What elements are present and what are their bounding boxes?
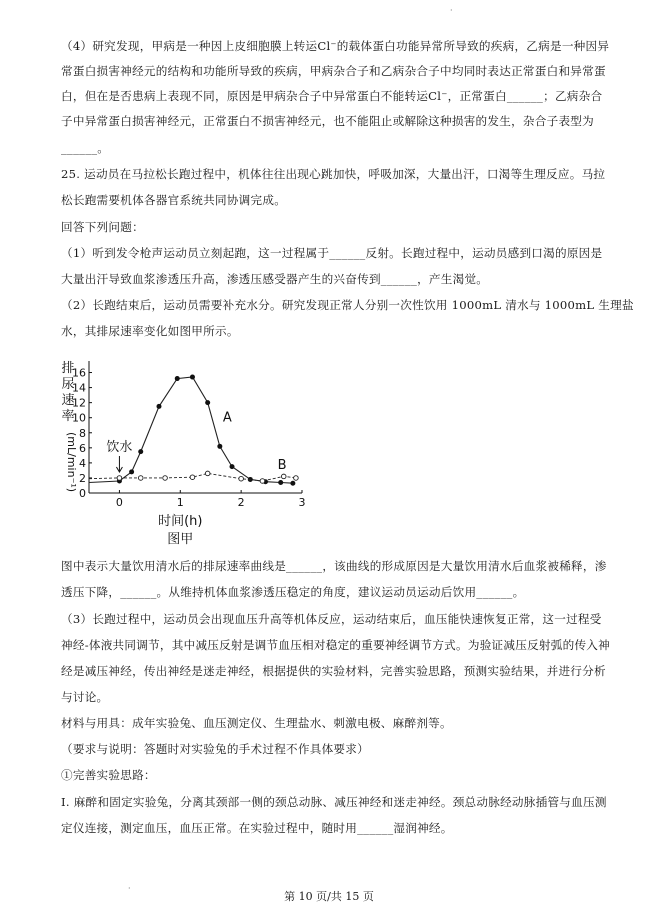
series-B-point (205, 471, 210, 476)
x-tick-label: 1 (176, 496, 184, 509)
x-tick-label: 0 (115, 496, 123, 509)
q25-3-line-1: （3）长跑过程中，运动员会出现血压升高等机体反应，运动结束后，血压能快速恢复正常，这一过程受 (61, 612, 602, 626)
series-A-point (129, 469, 134, 474)
step-heading: ①完善实验思路： (61, 768, 156, 782)
q24-4-line-4: 子中异常蛋白损害神经元，正常蛋白不损害神经元，也不能阻止或解除这种损害的发生，杂合子表型为 (61, 114, 594, 128)
page-footer: 第 10 页/共 15 页 (284, 890, 374, 903)
q25-3-line-2: 神经-体液共同调节，其中减压反射是调节血压相对稳定的重要神经调节方式。为验证减压反射弧的传入神 (61, 638, 610, 652)
series-A-point (230, 464, 235, 469)
q25-2-line-4: 透压下降，______。从维持机体血浆渗透压稳定的角度，建议运动员运动后饮用______。 (61, 585, 525, 599)
q24-4-line-3: 白，但在是否患病上表现不同，原因是甲病杂合子中异常蛋白不能转运Cl⁻，正常蛋白______；乙病杂合 (61, 89, 603, 103)
chart-axes (72, 361, 306, 509)
series-label-B: B (277, 457, 287, 473)
series-B-point (281, 474, 286, 479)
chart-series (89, 375, 298, 486)
q25-stem-line-1: 25. 运动员在马拉松长跑过程中，机体往往出现心跳加快，呼吸加深，大量出汗，口渴等生理反应。马拉 (61, 167, 606, 181)
series-B-point (138, 476, 143, 481)
series-B-point (163, 476, 168, 481)
q25-2-line-3: 图中表示大量饮用清水后的排尿速率曲线是______，该曲线的形成原因是大量饮用清水后血浆被稀释，渗 (61, 559, 607, 573)
figure-jia-chart (60, 355, 310, 547)
series-A-point (190, 375, 195, 380)
y-tick-label: 16 (72, 366, 86, 380)
step-i-line-2: 定仪连接，测定血压，血压正常。在实验过程中，随时用______湿润神经。 (61, 821, 453, 835)
q25-3-line-3: 经是减压神经，传出神经是迷走神经，根据提供的实验材料，完善实验思路，预测实验结果，并进行分析 (61, 664, 606, 678)
q25-1-line-2: 大量出汗导致血浆渗透压升高，渗透压感受器产生的兴奋传到______，产生渴觉。 (61, 272, 489, 286)
q24-4-line-5: ______。 (61, 141, 110, 155)
q24-4-line-1: （4）研究发现，甲病是一种因上皮细胞膜上转运Cl⁻的载体蛋白功能异常所导致的疾病，乙病是一种因异 (61, 39, 610, 53)
q25-3-line-4: 与讨论。 (61, 690, 109, 704)
footer-mark: · (128, 884, 131, 893)
y-axis-label-unit: (mL/min⁻¹) (65, 432, 78, 493)
chart-title: 图甲 (167, 532, 194, 547)
x-tick-label: 3 (298, 496, 306, 509)
q25-2-line-2: 水，其排尿速率变化如图甲所示。 (61, 324, 239, 338)
series-A-point (138, 449, 143, 454)
drink-annotation: 饮水 (106, 440, 133, 455)
y-axis-label-char: 尿 (61, 377, 75, 392)
series-label-A: A (222, 410, 232, 426)
y-tick-label: 8 (79, 426, 86, 440)
y-axis-label-char: 率 (61, 409, 75, 424)
y-tick-label: 14 (72, 381, 86, 395)
x-tick-label: 2 (237, 496, 245, 509)
materials-line: 材料与用具：成年实验兔、血压测定仪、生理盐水、刺激电极、麻醉剂等。 (61, 716, 452, 730)
q25-instruction: 回答下列问题： (61, 220, 144, 234)
series-A-point (175, 376, 180, 381)
q25-2-line-1: （2）长跑结束后，运动员需要补充水分。研究发现正常人分别一次性饮用 1000mL 清水与 1000mL 生理盐 (61, 298, 634, 312)
y-tick-label: 12 (72, 396, 86, 410)
q25-stem-line-2: 松长跑需要机体各器官系统共同协调完成。 (61, 193, 287, 207)
step-i-line-1: I. 麻醉和固定实验兔，分离其颈部一侧的颈总动脉、减压神经和迷走神经。颈总动脉经动脉插管与血压测 (61, 795, 607, 809)
series-A-point (290, 481, 295, 486)
y-tick-label: 4 (79, 456, 86, 470)
x-axis-label: 时间(h) (158, 514, 203, 529)
requirements-line: （要求与说明：答题时对实验兔的手术过程不作具体要求） (61, 742, 369, 756)
y-axis-label-char: 排 (61, 361, 75, 376)
y-tick-label: 0 (79, 487, 86, 500)
header-mark: · (450, 6, 453, 15)
series-B-point (190, 475, 195, 480)
y-tick-label: 2 (79, 471, 86, 485)
series-A-point (217, 444, 222, 449)
y-axis-label-char: 速 (61, 393, 75, 408)
series-B-point (239, 476, 244, 481)
series-B-point (294, 476, 299, 481)
series-A-point (278, 480, 283, 485)
q24-4-line-2: 常蛋白损害神经元的结构和功能所导致的疾病，甲病杂合子和乙病杂合子中均同时表达正常蛋白和异常蛋 (61, 64, 606, 78)
series-A-point (205, 400, 210, 405)
q25-1-line-1: （1）听到发令枪声运动员立刻起跑，这一过程属于______反射。长跑过程中，运动员感到口渴的原因是 (61, 246, 603, 260)
series-B-point (117, 476, 122, 481)
series-A-point (156, 404, 161, 409)
y-tick-label: 10 (72, 411, 86, 425)
chart-labels (61, 360, 286, 547)
y-tick-label: 6 (79, 441, 86, 455)
series-B-point (260, 479, 265, 484)
